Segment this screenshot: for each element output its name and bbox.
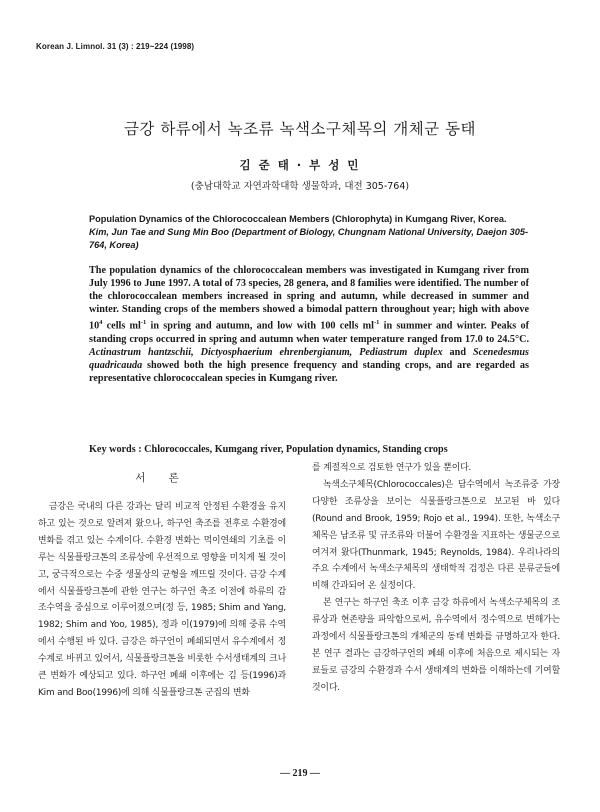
abstract-sup-3: -1 (373, 319, 380, 327)
keywords: Key words : Chlorococcales, Kumgang river, Population dynamics, Standing crops (89, 444, 448, 455)
right-column (312, 460, 560, 697)
journal-citation: Korean J. Limnol. 31 (3) : 219~224 (1998) (36, 42, 195, 51)
abstract-text-2: cells ml (102, 320, 141, 332)
abstract-sup-2: -1 (140, 319, 147, 327)
title-english-authors: Kim, Jun Tae and Sung Min Boo (Department of Biology, Chungnam National University, Daejon 305-764, Korea) (89, 227, 528, 250)
abstract-species-2: Scenedesmus quadricauda (89, 346, 529, 372)
right-paragraph-2: 본 연구는 하구언 축조 이후 금강 하류에서 녹색소구체목의 조류상과 현존량을 파악함으로써, 유수역에서 정수역으로 변해가는 과정에서 식물플랑크톤의 개체군의 동태 변화를 규명하고자 한다. 본 연구 결과는 금강하구언의 폐쇄 이후에 처음으로 제시되는 자료들로 금강의 수환경과 수서 생태계의 변화를 이해하는데 기여할 것이다. (312, 598, 560, 693)
abstract-species-1: Actinastrum hantzschii, Dictyosphaerium ehrenbergianum, Pediastrum duplex (89, 346, 443, 358)
abstract-text-3: in spring and autumn, and low with 100 cells ml (146, 320, 374, 332)
abstract-text-5: showed both the high presence frequency and standing crops, and are regarded as representative chlorococcalean species in Kumgang river. (89, 360, 529, 385)
right-paragraph-0: 를 계절적으로 검토한 연구가 있을 뿐이다. (312, 463, 472, 473)
title-english-main: Population Dynamics of the Chlorococcalean Members (Chlorophyta) in Kumgang River, Korea. (89, 214, 507, 224)
affiliation-korean: (충남대학교 자연과학대학 생물학과, 대전 305-764) (190, 181, 410, 192)
page-number: — 219 — (280, 768, 320, 779)
right-paragraph-1: 녹색소구체목(Chlorococcales)은 담수역에서 녹조류중 가장 다양한 조류상을 보이는 식물플랑크톤으로 보고된 바 있다(Round and Brook, 1959; Rojo et al., 1994). 또한, 녹색소구체목은 남조류 및 규조류와 더불어 수환경을 지표하는 생물군으로 여겨져 왔다(Thunmark, 1945; Reynolds, 1984). 우리나라의 주요 수계에서 녹색소구체목의 생태학적 검정은 다른 분류군들에 비해 간과되어 온 실정이다. (312, 479, 560, 592)
authors-korean: 김 준 태 · 부 성 민 (239, 158, 361, 172)
abstract-text-1: The population dynamics of the chlorococcalean members was investigated in Kumgang river from July 1996 to June 1997. A total of 73 species, 28 genera, and 8 families were identified. The number of the chlorococcalean members increased in spring and autumn, while decreased in summer and winter. Standing crops of the members showed a bimodal pattern throughout year; high with above 10 (89, 265, 529, 332)
abstract-text-4: in summer and winter. Peaks of standing crops occurred in spring and autumn when water temperature ranged from 17.0 to 24.5°C. (89, 320, 529, 345)
title-english (89, 213, 529, 252)
section-heading-introduction: 서 론 (135, 472, 189, 484)
abstract-sup-1: 4 (99, 319, 103, 327)
left-column (38, 499, 286, 702)
left-paragraph-1: 금강은 국내의 다른 강과는 달리 비교적 안정된 수환경을 유지하고 있는 것으로 알려져 왔으나, 하구언 축조를 전후로 수환경에 변화를 겪고 있는 수계이다. 수환경 변화는 먹이연쇄의 기초를 이루는 식물플랑크톤의 조류상에 우선적으로 영향을 미치게 될 것이고, 궁극적으로는 수중 생물상의 균형을 깨뜨릴 것이다. 금강 수계에서 식물플랑크톤에 관한 연구는 하구언 축조 이전에 하류의 감조수역을 중심으로 이루어졌으며(정 등, 1985; Shim and Yang, 1982; Shim and Yoo, 1985), 정과 이(1979)에 의해 중류 수역에서 수행된 바 있다. 금강은 하구언이 폐쇄되면서 유수계에서 정수계로 바뀌고 있어서, 식물플랑크톤을 비롯한 수서생태계의 크나 큰 변화가 예상되고 있다. 하구언 폐쇄 이후에는 김 등(1996)과 Kim and Boo(1996)에 의해 식물플랑크톤 군집의 변화 (38, 502, 286, 698)
abstract (89, 264, 529, 385)
abstract-and: and (442, 346, 473, 358)
title-korean: 금강 하류에서 녹조류 녹색소구체목의 개체군 동태 (123, 120, 477, 138)
